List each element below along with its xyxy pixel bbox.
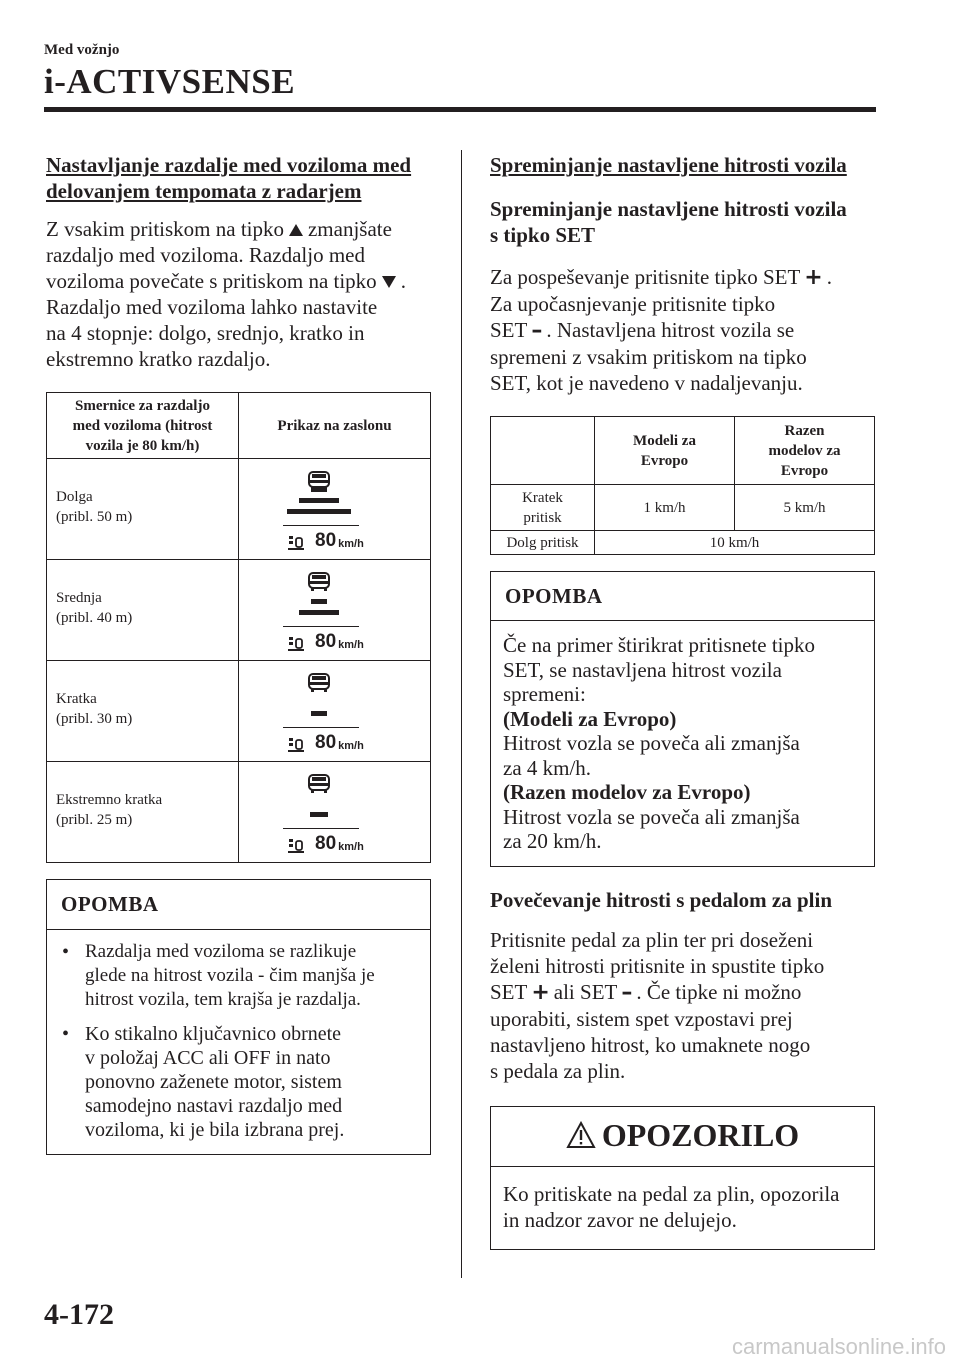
header-divider — [44, 107, 876, 112]
distance-name: Kratka — [56, 691, 97, 707]
cruise-radar-icon — [287, 634, 305, 652]
table-header-row — [491, 417, 875, 485]
accelerator-paragraph: Pritisnite pedal za plin ter pri doseženi želeni hitrosti pritisnite in spustite tipko SET + ali SET – . Če tipke ni možno uporabiti, sistem spet vzpostavi prej nastavljeno hitrost, ko umaknete nogo s pedala za plin. — [490, 927, 825, 1083]
display-divider — [283, 828, 359, 829]
distance-name: Srednja — [56, 590, 102, 606]
speed-increment-table — [490, 416, 875, 555]
warning-title: OPOZORILO — [491, 1107, 874, 1167]
table-row: Dolg pritisk 10 km/h — [491, 531, 875, 555]
speed-unit: km/h — [338, 841, 364, 853]
distance-bar — [287, 509, 351, 514]
distance-bars — [283, 599, 355, 621]
note-title: OPOMBA — [47, 880, 430, 930]
distance-bar — [311, 487, 327, 492]
car-icon — [306, 772, 332, 794]
cruise-radar-icon — [287, 735, 305, 753]
triangle-up-icon — [289, 224, 303, 236]
distance-heading: Nastavljanje razdalje med voziloma med delovanjem tempomata z radarjem — [46, 153, 412, 203]
note-box-right — [490, 571, 875, 867]
distance-bar — [311, 599, 327, 604]
warning-body: Ko pritiskate na pedal za plin, opozorila in nadzor zavor ne delujejo. — [503, 1181, 840, 1232]
speed-unit: km/h — [338, 639, 364, 651]
section-label: Med vožnjo — [44, 42, 120, 58]
speed-value: 80 — [315, 631, 337, 652]
distance-name: Dolga — [56, 489, 93, 505]
left-column — [46, 152, 431, 1155]
distance-table — [46, 392, 431, 863]
column-divider — [461, 150, 462, 1278]
distance-bar — [311, 711, 327, 716]
col-non-europe: Razen modelov za Evropo — [735, 417, 875, 485]
car-icon — [306, 570, 332, 592]
triangle-down-icon — [382, 276, 396, 288]
note-title: OPOMBA — [491, 572, 874, 621]
col-europe: Modeli za Evropo — [595, 417, 735, 485]
distance-display — [283, 768, 383, 858]
warning-triangle-icon — [566, 1121, 596, 1149]
display-divider — [283, 525, 359, 526]
watermark: carmanualsonline.info — [731, 1334, 946, 1359]
plus-icon: + — [804, 265, 823, 290]
cruise-radar-icon — [287, 836, 305, 854]
distance-display — [283, 566, 383, 656]
distance-bars — [283, 487, 355, 520]
speed-readout — [287, 733, 364, 753]
display-divider — [283, 626, 359, 627]
distance-approx: (pribl. 25 m) — [56, 812, 133, 828]
distance-display — [283, 667, 383, 757]
note-body: Če na primer štirikrat pritisnete tipko SET, se nastavljena hitrost vozila spremeni: (Modeli za Evropo) Hitrost vozla se poveča ali zmanjša za 4 km/h. (Razen modelov za Evropo) Hitrost vozla se poveča ali zmanjša za 20 km/h. — [503, 633, 816, 853]
distance-bar — [299, 498, 339, 503]
distance-approx: (pribl. 50 m) — [56, 509, 133, 525]
speed-value: 80 — [315, 732, 337, 753]
set-button-subheading: Spreminjanje nastavljene hitrosti vozila s tipko SET — [490, 197, 847, 247]
plus-icon: + — [531, 979, 550, 1005]
speed-unit: km/h — [338, 538, 364, 550]
distance-name: Ekstremno kratka — [56, 792, 163, 808]
speed-value: 80 — [315, 530, 337, 551]
set-paragraph: Za pospeševanje pritisnite tipko SET + . Za upočasnjevanje pritisnite tipko SET – . Nastavljena hitrost vozila se spremeni z vsakim pritiskom na tipko SET, kot je navedeno v nadaljevanju. — [490, 265, 832, 395]
minus-icon: – — [531, 318, 543, 343]
warning-box — [490, 1106, 875, 1250]
speed-heading: Spreminjanje nastavljene hitrosti vozila — [490, 153, 847, 177]
minus-icon: – — [621, 979, 633, 1005]
list-item: • Razdalja med voziloma se razlikuje glede na hitrost vozila - čim manjša je hitrost vozila, tem krajša je razdalja. — [62, 941, 375, 1010]
table-row: Kratek pritisk 1 km/h 5 km/h — [491, 485, 875, 531]
speed-readout — [287, 632, 364, 652]
speed-readout — [287, 834, 364, 854]
table-row — [47, 560, 431, 661]
table-header-row — [47, 393, 431, 459]
table-header-guideline: Smernice za razdaljo med voziloma (hitrost vozila je 80 km/h) — [47, 393, 239, 459]
table-row — [47, 459, 431, 560]
distance-bar — [310, 812, 328, 817]
distance-bars — [283, 711, 355, 722]
list-item: • Ko stikalno ključavnico obrnete v položaj ACC ali OFF in nato ponovno zaženete motor, sistem samodejno nastavi razdaljo med voziloma, ki je bila izbrana prej. — [62, 1023, 345, 1141]
table-header-display: Prikaz na zaslonu — [239, 393, 431, 459]
display-divider — [283, 727, 359, 728]
right-column — [490, 152, 875, 1250]
note-box-left — [46, 879, 431, 1155]
distance-bars — [283, 812, 355, 823]
car-icon — [306, 671, 332, 693]
speed-unit: km/h — [338, 740, 364, 752]
distance-paragraph: Z vsakim pritiskom na tipko zmanjšate razdaljo med voziloma. Razdaljo med voziloma povečate s pritiskom na tipko . Razdaljo med voziloma lahko nastavite na 4 stopnje: dolgo, srednjo, kratko in ekstremno kratko razdaljo. — [46, 217, 406, 371]
page-number: 4-172 — [44, 1298, 114, 1331]
page-title: i-ACTIVSENSE — [44, 62, 296, 101]
distance-approx: (pribl. 30 m) — [56, 711, 133, 727]
accelerator-subheading: Povečevanje hitrosti s pedalom za plin — [490, 887, 833, 912]
table-row — [47, 661, 431, 762]
distance-display — [283, 465, 383, 555]
table-row — [47, 762, 431, 863]
note-body — [47, 930, 430, 1154]
distance-bar — [299, 610, 339, 615]
speed-value: 80 — [315, 833, 337, 854]
speed-readout — [287, 531, 364, 551]
distance-approx: (pribl. 40 m) — [56, 610, 133, 626]
cruise-radar-icon — [287, 533, 305, 551]
